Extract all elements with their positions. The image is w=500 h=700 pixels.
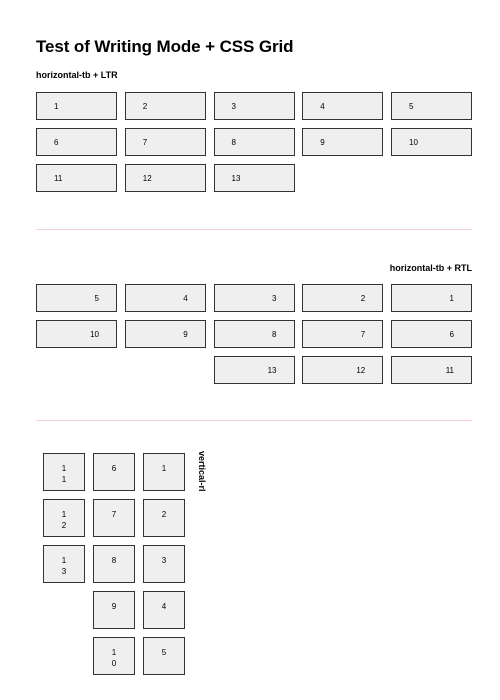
grid-item: 2 bbox=[302, 284, 383, 312]
grid-item-digit: 1 bbox=[61, 475, 67, 484]
grid-item bbox=[93, 591, 135, 629]
grid-item-digit: 1 bbox=[61, 464, 67, 473]
grid-item: 11 bbox=[36, 164, 117, 192]
grid-item bbox=[143, 499, 185, 537]
grid-item-number bbox=[94, 647, 134, 669]
grid-item: 4 bbox=[125, 284, 206, 312]
grid-item: 5 bbox=[36, 284, 117, 312]
grid-item-number bbox=[94, 555, 134, 566]
grid-item-digit: 8 bbox=[111, 556, 117, 565]
grid-item: 3 bbox=[214, 92, 295, 120]
grid-item-number bbox=[44, 463, 84, 485]
grid-rtl bbox=[36, 284, 472, 384]
grid-item-digit: 1 bbox=[61, 556, 67, 565]
grid-item: 9 bbox=[302, 128, 383, 156]
grid-item-digit: 1 bbox=[61, 510, 67, 519]
grid-item: 7 bbox=[302, 320, 383, 348]
grid-item-digit: 3 bbox=[61, 567, 67, 576]
grid-item: 12 bbox=[302, 356, 383, 384]
grid-item: 10 bbox=[391, 128, 472, 156]
grid-vertical-rl bbox=[43, 453, 185, 674]
grid-item: 12 bbox=[125, 164, 206, 192]
section-label-rtl: horizontal-tb + RTL bbox=[389, 263, 472, 273]
grid-item bbox=[43, 453, 85, 491]
grid-item-number bbox=[144, 509, 184, 520]
grid-item-digit: 5 bbox=[161, 648, 167, 657]
grid-item: 10 bbox=[36, 320, 117, 348]
grid-item-digit: 7 bbox=[111, 510, 117, 519]
grid-item: 1 bbox=[36, 92, 117, 120]
grid-item-number bbox=[94, 601, 134, 612]
grid-item bbox=[143, 591, 185, 629]
page-title: Test of Writing Mode + CSS Grid bbox=[36, 37, 294, 56]
grid-item-number bbox=[144, 463, 184, 474]
grid-item: 9 bbox=[125, 320, 206, 348]
grid-item-number bbox=[144, 647, 184, 658]
grid-item: 8 bbox=[214, 320, 295, 348]
grid-item-number bbox=[144, 555, 184, 566]
grid-item: 4 bbox=[302, 92, 383, 120]
grid-item: 1 bbox=[391, 284, 472, 312]
section-divider bbox=[36, 229, 472, 230]
grid-item: 13 bbox=[214, 356, 295, 384]
grid-item bbox=[93, 545, 135, 583]
grid-item-digit: 6 bbox=[111, 464, 117, 473]
section-divider bbox=[36, 420, 472, 421]
grid-item bbox=[93, 499, 135, 537]
grid-ltr bbox=[36, 92, 472, 192]
grid-item: 5 bbox=[391, 92, 472, 120]
grid-item-digit: 9 bbox=[111, 602, 117, 611]
grid-item-digit: 3 bbox=[161, 556, 167, 565]
grid-item bbox=[143, 453, 185, 491]
grid-item-digit: 2 bbox=[161, 510, 167, 519]
grid-item: 11 bbox=[391, 356, 472, 384]
grid-item bbox=[43, 545, 85, 583]
grid-item bbox=[43, 499, 85, 537]
grid-item-number bbox=[94, 509, 134, 520]
grid-item: 6 bbox=[391, 320, 472, 348]
grid-item-digit: 4 bbox=[161, 602, 167, 611]
grid-item: 7 bbox=[125, 128, 206, 156]
grid-item bbox=[93, 637, 135, 675]
section-label-ltr: horizontal-tb + LTR bbox=[36, 70, 118, 80]
grid-item: 6 bbox=[36, 128, 117, 156]
grid-item: 3 bbox=[214, 284, 295, 312]
section-label-vertical: vertical-rl bbox=[197, 451, 207, 492]
grid-item-digit: 2 bbox=[61, 521, 67, 530]
grid-item-number bbox=[144, 601, 184, 612]
grid-item-number bbox=[44, 555, 84, 577]
grid-item-digit: 1 bbox=[161, 464, 167, 473]
grid-item-digit: 1 bbox=[111, 648, 117, 657]
grid-item bbox=[143, 637, 185, 675]
grid-item-number bbox=[94, 463, 134, 474]
grid-item: 2 bbox=[125, 92, 206, 120]
grid-item-digit: 0 bbox=[111, 659, 117, 668]
grid-item: 13 bbox=[214, 164, 295, 192]
grid-item-number bbox=[44, 509, 84, 531]
grid-item bbox=[143, 545, 185, 583]
grid-item bbox=[93, 453, 135, 491]
grid-item: 8 bbox=[214, 128, 295, 156]
